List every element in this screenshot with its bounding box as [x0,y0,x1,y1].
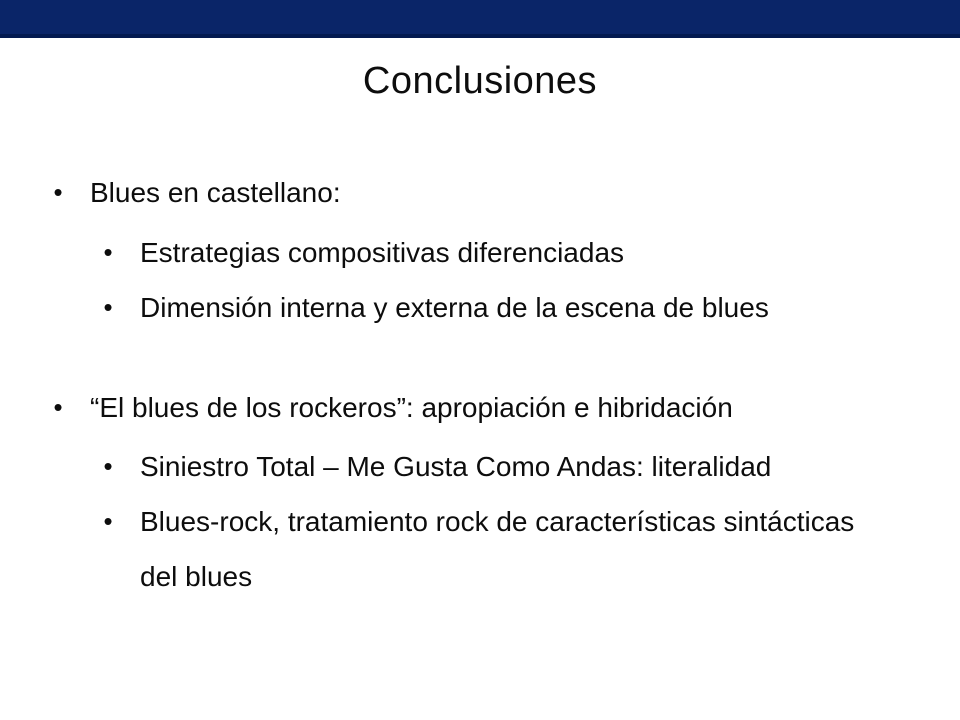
slide-body [0,165,960,604]
bullet-text: Blues en castellano: [90,177,341,208]
bullet-item [0,165,960,220]
bullet-marker: • [103,506,113,536]
bullet-text-line-2: del blues [140,561,253,592]
bullet-item [0,494,960,604]
bullet-text: Dimensión interna y externa de la escena de blues [140,292,769,323]
bullet-marker: • [103,237,113,267]
bullet-text: Siniestro Total – Me Gusta Como Andas: literalidad [140,451,772,482]
slide-header-bar [0,0,960,38]
bullet-item [0,225,960,280]
bullet-text: Estrategias compositivas diferenciadas [140,237,625,268]
bullet-marker: • [53,392,63,422]
bullet-marker: • [53,177,63,207]
bullet-text-line-1: Blues-rock, tratamiento rock de características sintácticas [140,506,855,537]
bullet-marker: • [103,292,113,322]
bullet-text: “El blues de los rockeros”: apropiación e hibridación [90,392,733,423]
bullet-marker: • [103,451,113,481]
bullet-item [0,380,960,435]
slide-title: Conclusiones [362,60,598,102]
bullet-item [0,280,960,335]
bullet-item [0,439,960,494]
